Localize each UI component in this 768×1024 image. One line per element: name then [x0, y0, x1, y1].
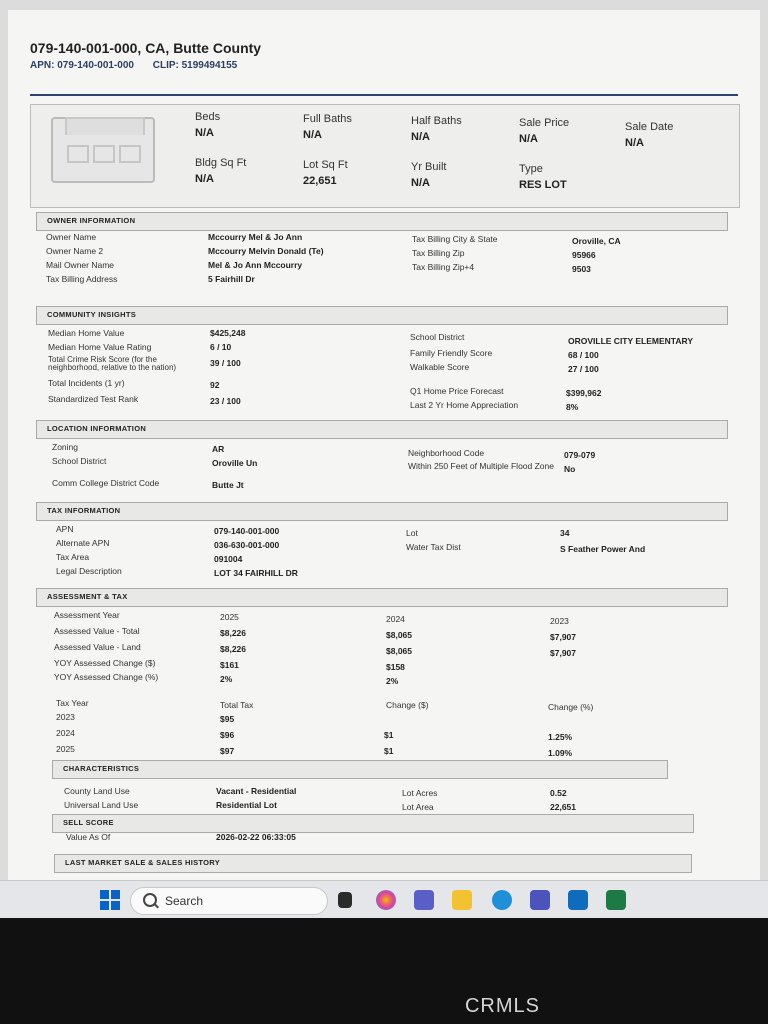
apn-clip-line: [30, 60, 253, 71]
clip-text: CLIP: 5199494155: [152, 60, 238, 71]
appreciation-label: Last 2 Yr Home Appreciation: [410, 400, 519, 410]
college-district-label: Comm College District Code: [52, 478, 160, 488]
total-tax-header: Total Tax: [220, 700, 254, 710]
property-report-document: [8, 10, 760, 880]
tax-row-0-total: $95: [220, 714, 235, 724]
neighborhood-code-label: Neighborhood Code: [408, 448, 485, 458]
sale-price-label: Sale Price: [519, 117, 570, 129]
loc-school-district-label: School District: [52, 456, 107, 466]
assess-2025-total: $8,226: [220, 628, 246, 638]
tax-area-value: 091004: [214, 554, 243, 564]
change-dollar-header: Change ($): [386, 700, 429, 710]
median-home-value-label: Median Home Value: [48, 328, 125, 338]
community-insights-header: COMMUNITY INSIGHTS: [36, 306, 728, 325]
owner-name-value: Mccourry Mel & Jo Ann: [208, 232, 303, 242]
test-rank-label: Standardized Test Rank: [48, 394, 139, 404]
tax-row-2-pct: 1.09%: [548, 748, 573, 758]
sale-date-value: N/A: [625, 137, 644, 149]
excel-icon[interactable]: [606, 890, 626, 910]
assess-2024-pct: 2%: [386, 676, 399, 686]
assess-label-0: Assessment Year: [54, 610, 120, 620]
billing-zip4-value: 9503: [572, 264, 591, 274]
water-tax-value: S Feather Power And: [560, 544, 646, 554]
lot-acres-label: Lot Acres: [402, 788, 438, 798]
file-explorer-icon[interactable]: [452, 890, 472, 910]
flood-zone-value: No: [564, 464, 576, 474]
q1-forecast-value: $399,962: [566, 388, 602, 398]
beds-label: Beds: [195, 111, 221, 123]
full-baths-label: Full Baths: [303, 113, 352, 125]
full-baths-value: N/A: [303, 129, 322, 141]
bldg-sqft-label: Bldg Sq Ft: [195, 157, 247, 169]
owner-info-header: OWNER INFORMATION: [36, 212, 728, 231]
tax-row-1-year: 2024: [56, 728, 75, 738]
last-sale-header: LAST MARKET SALE & SALES HISTORY: [54, 854, 692, 873]
median-rating-label: Median Home Value Rating: [48, 342, 152, 352]
windows-start-icon[interactable]: [100, 890, 120, 910]
tax-row-1-change: $1: [384, 730, 394, 740]
loc-school-district-value: Oroville Un: [212, 458, 258, 468]
county-land-use-value: Vacant - Residential: [216, 786, 297, 796]
teams-icon[interactable]: [414, 890, 434, 910]
school-district-label: School District: [410, 332, 465, 342]
lot-sqft-label: Lot Sq Ft: [303, 159, 348, 171]
apn-label: APN: [56, 524, 74, 534]
assess-2023-land: $7,907: [550, 648, 576, 658]
assess-2024-total: $8,065: [386, 630, 412, 640]
universal-land-use-value: Residential Lot: [216, 800, 277, 810]
college-district-value: Butte Jt: [212, 480, 244, 490]
walkable-value: 27 / 100: [568, 364, 599, 374]
page-title: 079-140-001-000, CA, Butte County: [30, 40, 262, 56]
assess-2025-land: $8,226: [220, 644, 246, 654]
lot-sqft-value: 22,651: [303, 175, 337, 187]
half-baths-label: Half Baths: [411, 115, 462, 127]
billing-zip-label: Tax Billing Zip: [412, 248, 465, 258]
tax-row-2-year: 2025: [56, 744, 75, 754]
water-tax-label: Water Tax Dist: [406, 542, 461, 552]
tax-row-1-pct: 1.25%: [548, 732, 573, 742]
crime-risk-value: 39 / 100: [210, 358, 241, 368]
billing-address-value: 5 Fairhill Dr: [208, 274, 255, 284]
teams-work-icon[interactable]: [530, 890, 550, 910]
billing-address-label: Tax Billing Address: [46, 274, 118, 284]
billing-city-label: Tax Billing City & State: [412, 234, 498, 244]
bldg-sqft-value: N/A: [195, 173, 214, 185]
flood-zone-label: Within 250 Feet of Multiple Flood Zone: [408, 461, 554, 471]
tax-area-label: Tax Area: [56, 552, 90, 562]
tax-row-1-total: $96: [220, 730, 235, 740]
assess-2023-year: 2023: [550, 616, 569, 626]
sale-date-label: Sale Date: [625, 121, 674, 133]
change-pct-header: Change (%): [548, 702, 594, 712]
zoning-label: Zoning: [52, 442, 78, 452]
appreciation-value: 8%: [566, 402, 579, 412]
owner-name2-label: Owner Name 2: [46, 246, 104, 256]
legal-desc-value: LOT 34 FAIRHILL DR: [214, 568, 298, 578]
yr-built-label: Yr Built: [411, 161, 447, 173]
yr-built-value: N/A: [411, 177, 430, 189]
owner-name2-value: Mccourry Melvin Donald (Te): [208, 246, 324, 256]
family-friendly-label: Family Friendly Score: [410, 348, 493, 358]
search-icon: [143, 893, 157, 907]
billing-zip4-label: Tax Billing Zip+4: [412, 262, 475, 272]
billing-city-value: Oroville, CA: [572, 236, 621, 246]
crime-risk-label: Total Crime Risk Score (for the neighborhood, relative to the nation): [48, 355, 177, 372]
tax-row-0-year: 2023: [56, 712, 75, 722]
half-baths-value: N/A: [411, 131, 430, 143]
sale-price-value: N/A: [519, 133, 538, 145]
assess-label-1: Assessed Value - Total: [54, 626, 140, 636]
lot-value: 34: [560, 528, 570, 538]
task-view-icon[interactable]: [338, 892, 352, 908]
total-incidents-value: 92: [210, 380, 220, 390]
house-icon: [51, 117, 155, 183]
tax-year-header: Tax Year: [56, 698, 89, 708]
assess-label-4: YOY Assessed Change (%): [54, 672, 159, 682]
walkable-label: Walkable Score: [410, 362, 470, 372]
assess-2024-change: $158: [386, 662, 405, 672]
assess-2025-pct: 2%: [220, 674, 233, 684]
assess-2023-total: $7,907: [550, 632, 576, 642]
mail-owner-value: Mel & Jo Ann Mccourry: [208, 260, 303, 270]
characteristics-header: CHARACTERISTICS: [52, 760, 668, 779]
assess-2025-change: $161: [220, 660, 239, 670]
assess-2024-land: $8,065: [386, 646, 412, 656]
assess-2025-year: 2025: [220, 612, 239, 622]
copilot-icon[interactable]: [376, 890, 396, 910]
assess-2024-year: 2024: [386, 614, 405, 624]
value-as-of-label: Value As Of: [66, 832, 111, 842]
zoning-value: AR: [212, 444, 225, 454]
tax-info-header: TAX INFORMATION: [36, 502, 728, 521]
q1-forecast-label: Q1 Home Price Forecast: [410, 386, 504, 396]
type-value: RES LOT: [519, 179, 567, 191]
taskbar-search-box[interactable]: [130, 887, 328, 915]
median-rating-value: 6 / 10: [210, 342, 232, 352]
family-friendly-value: 68 / 100: [568, 350, 599, 360]
monitor-bezel: [0, 918, 768, 1024]
property-summary-panel: [30, 104, 740, 208]
alt-apn-label: Alternate APN: [56, 538, 110, 548]
universal-land-use-label: Universal Land Use: [64, 800, 139, 810]
apn-value: 079-140-001-000: [214, 526, 280, 536]
school-district-value: OROVILLE CITY ELEMENTARY: [568, 336, 693, 346]
tax-row-2-total: $97: [220, 746, 235, 756]
median-home-value: $425,248: [210, 328, 246, 338]
value-as-of-value: 2026-02-22 06:33:05: [216, 832, 296, 842]
lot-acres-value: 0.52: [550, 788, 567, 798]
lot-area-label: Lot Area: [402, 802, 434, 812]
header-divider: [30, 94, 738, 96]
tax-row-2-change: $1: [384, 746, 394, 756]
legal-desc-label: Legal Description: [56, 566, 122, 576]
neighborhood-code-value: 079-079: [564, 450, 596, 460]
windows-taskbar: [0, 880, 768, 919]
lot-label: Lot: [406, 528, 418, 538]
location-info-header: LOCATION INFORMATION: [36, 420, 728, 439]
assessment-tax-header: ASSESSMENT & TAX: [36, 588, 728, 607]
total-incidents-label: Total Incidents (1 yr): [48, 378, 125, 388]
billing-zip-value: 95966: [572, 250, 596, 260]
crmls-watermark: CRMLS: [464, 995, 540, 1017]
owner-name-label: Owner Name: [46, 232, 97, 242]
search-placeholder: Search: [165, 894, 204, 908]
outlook-icon[interactable]: [568, 890, 588, 910]
mail-owner-label: Mail Owner Name: [46, 260, 115, 270]
test-rank-value: 23 / 100: [210, 396, 241, 406]
beds-value: N/A: [195, 127, 214, 139]
type-label: Type: [519, 163, 543, 175]
alt-apn-value: 036-630-001-000: [214, 540, 280, 550]
county-land-use-label: County Land Use: [64, 786, 130, 796]
lot-area-value: 22,651: [550, 802, 576, 812]
sell-score-header: SELL SCORE: [52, 814, 694, 833]
assess-label-2: Assessed Value - Land: [54, 642, 141, 652]
assess-label-3: YOY Assessed Change ($): [54, 658, 156, 668]
apn-text: APN: 079-140-001-000: [30, 60, 134, 71]
edge-icon[interactable]: [492, 890, 512, 910]
